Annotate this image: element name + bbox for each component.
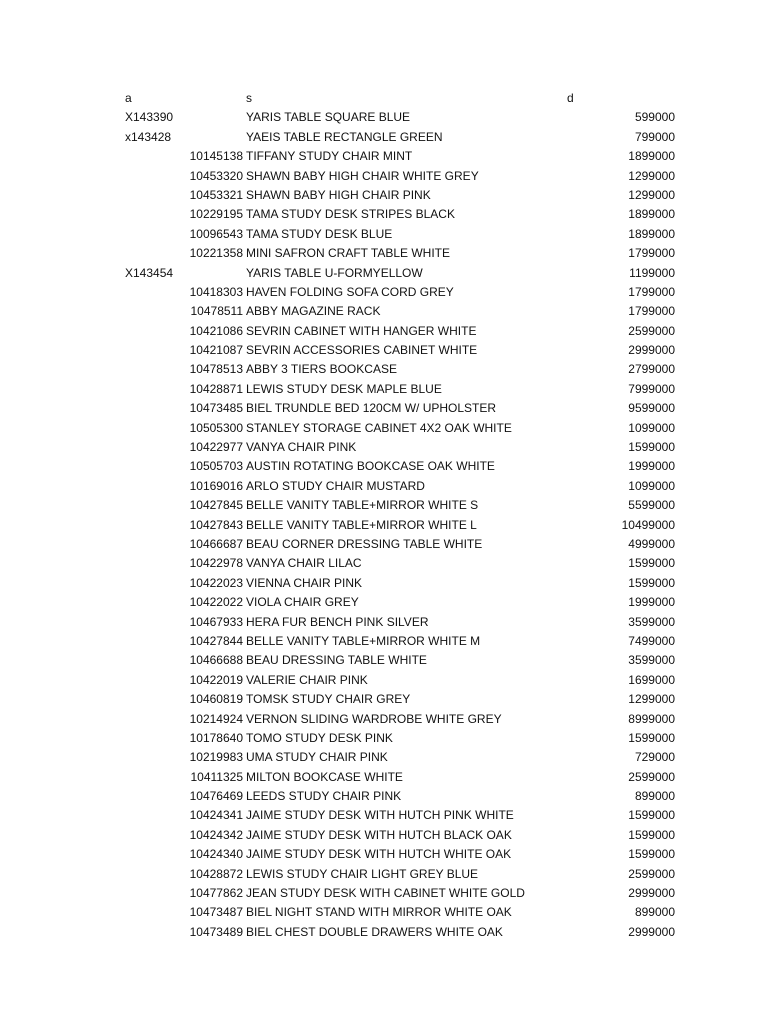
table-row [0,477,768,496]
item-price: 2599000 [628,323,675,338]
item-name: JAIME STUDY DESK WITH HUTCH WHITE OAK [246,847,512,862]
item-code: 10169016 [189,478,243,493]
item-price: 1799000 [628,246,675,261]
item-price: 2799000 [628,362,675,377]
item-code: 10221358 [189,246,243,261]
item-price: 1099000 [628,478,675,493]
item-code: 10505300 [189,420,243,435]
item-code: 10422978 [189,556,243,571]
table-row [0,496,768,515]
item-price: 1299000 [628,692,675,707]
item-price: 1899000 [628,149,675,164]
table-row [0,264,768,283]
item-price: 1099000 [628,420,675,435]
item-code: 10427844 [189,633,243,648]
item-price: 729000 [634,750,675,765]
item-code: 10422977 [189,440,243,455]
header-d: d [567,91,574,105]
item-name: YAEIS TABLE RECTANGLE GREEN [246,129,443,144]
item-code: 10219983 [189,750,243,765]
item-name: BELLE VANITY TABLE+MIRROR WHITE M [246,633,481,648]
table-row [0,244,768,263]
table-row [0,147,768,166]
item-name: JEAN STUDY DESK WITH CABINET WHITE GOLD [246,886,525,901]
item-price: 1899000 [628,226,675,241]
table-row [0,535,768,554]
item-code: 10453320 [189,168,243,183]
item-name: SEVRIN CABINET WITH HANGER WHITE [246,323,477,338]
item-code: 10422022 [189,595,243,610]
item-price: 2599000 [628,866,675,881]
item-code: 10473489 [189,924,243,939]
table-row [0,865,768,884]
table-row [0,613,768,632]
item-name: SHAWN BABY HIGH CHAIR WHITE GREY [246,168,479,183]
table-row [0,845,768,864]
table-row [0,399,768,418]
item-name: MILTON BOOKCASE WHITE [246,769,403,784]
item-code: 10422023 [189,575,243,590]
table-row [0,186,768,205]
table-row [0,341,768,360]
table-row [0,225,768,244]
item-name: LEWIS STUDY DESK MAPLE BLUE [246,381,442,396]
item-name: VIENNA CHAIR PINK [246,575,363,590]
item-code: 10476469 [189,789,243,804]
table-row [0,516,768,535]
table-row [0,419,768,438]
table-row [0,380,768,399]
item-price: 1299000 [628,168,675,183]
item-price: 1599000 [628,847,675,862]
item-name: ABBY MAGAZINE RACK [246,304,381,319]
header-a: a [125,91,132,105]
item-price: 1599000 [628,440,675,455]
item-code: 10473487 [189,905,243,920]
table-row [0,690,768,709]
header-s: s [246,91,252,105]
item-code: 10421086 [189,323,243,338]
table-row [0,671,768,690]
item-name: BELLE VANITY TABLE+MIRROR WHITE S [246,498,479,513]
table-row [0,768,768,787]
item-code: 10427843 [189,517,243,532]
item-code: X143390 [125,110,174,125]
table-row [0,787,768,806]
item-price: 3599000 [628,653,675,668]
item-name: BEAU DRESSING TABLE WHITE [246,653,427,668]
item-price: 899000 [634,905,675,920]
item-code: 10178640 [189,730,243,745]
item-code: 10477862 [189,886,243,901]
header-row [0,89,768,108]
item-name: BELLE VANITY TABLE+MIRROR WHITE L [246,517,477,532]
table-row [0,923,768,942]
item-name: YARIS TABLE SQUARE BLUE [246,110,411,125]
item-code: 10411325 [190,769,243,784]
item-name: VALERIE CHAIR PINK [246,672,368,687]
item-name: STANLEY STORAGE CABINET 4X2 OAK WHITE [246,420,512,435]
item-name: BIEL TRUNDLE BED 120CM W/ UPHOLSTER [246,401,497,416]
item-price: 2599000 [628,769,675,784]
item-price: 899000 [634,789,675,804]
item-price: 1599000 [628,827,675,842]
item-price: 7499000 [628,633,675,648]
item-code: 10422019 [189,672,243,687]
item-name: LEWIS STUDY CHAIR LIGHT GREY BLUE [246,866,479,881]
item-name: SHAWN BABY HIGH CHAIR PINK [246,187,431,202]
item-price: 1599000 [628,808,675,823]
table-row [0,322,768,341]
item-code: 10428872 [189,866,243,881]
table-row [0,903,768,922]
item-code: 10467933 [189,614,243,629]
table-row [0,884,768,903]
item-name: YARIS TABLE U-FORMYELLOW [246,265,423,280]
item-name: MINI SAFRON CRAFT TABLE WHITE [246,246,451,261]
item-code: 10460819 [189,692,243,707]
item-name: TAMA STUDY DESK STRIPES BLACK [246,207,455,222]
item-code: 10478513 [189,362,243,377]
item-code: 10427845 [189,498,243,513]
item-name: TAMA STUDY DESK BLUE [246,226,393,241]
item-code: 10424341 [189,808,243,823]
item-code: 10145138 [189,149,243,164]
item-name: VANYA CHAIR LILAC [246,556,362,571]
item-price: 1199000 [629,265,675,280]
spreadsheet-printout [0,89,768,942]
table-row [0,167,768,186]
table-row [0,283,768,302]
item-price: 1999000 [628,459,675,474]
item-price: 1299000 [628,187,675,202]
item-name: AUSTIN ROTATING BOOKCASE OAK WHITE [246,459,495,474]
item-price: 1899000 [628,207,675,222]
item-price: 10499000 [621,517,675,532]
table-row [0,302,768,321]
item-code: 10466687 [189,536,243,551]
item-price: 7999000 [628,381,675,396]
item-code: 10478511 [190,304,243,319]
item-code: 10428871 [189,381,243,396]
item-name: BIEL NIGHT STAND WITH MIRROR WHITE OAK [246,905,512,920]
table-row [0,826,768,845]
item-price: 4999000 [628,536,675,551]
item-price: 2999000 [628,343,675,358]
data-rows [0,108,768,942]
item-price: 1799000 [628,284,675,299]
item-code: 10229195 [189,207,243,222]
table-row [0,438,768,457]
table-row [0,710,768,729]
item-code: 10505703 [189,459,243,474]
item-name: LEEDS STUDY CHAIR PINK [246,789,402,804]
item-name: TOMSK STUDY CHAIR GREY [246,692,411,707]
table-row [0,806,768,825]
item-price: 2999000 [628,886,675,901]
item-name: VERNON SLIDING WARDROBE WHITE GREY [246,711,502,726]
item-code: x143428 [125,129,172,144]
item-code: 10214924 [189,711,243,726]
item-name: JAIME STUDY DESK WITH HUTCH BLACK OAK [246,827,512,842]
item-name: BEAU CORNER DRESSING TABLE WHITE [246,536,483,551]
item-price: 1599000 [628,575,675,590]
table-row [0,554,768,573]
table-row [0,360,768,379]
item-name: SEVRIN ACCESSORIES CABINET WHITE [246,343,478,358]
item-code: 10473485 [189,401,243,416]
item-code: 10466688 [189,653,243,668]
item-name: TOMO STUDY DESK PINK [246,730,393,745]
item-code: 10424342 [189,827,243,842]
item-code: 10453321 [189,187,243,202]
table-row [0,593,768,612]
table-row [0,632,768,651]
item-price: 599000 [634,110,675,125]
item-code: 10421087 [189,343,243,358]
item-name: ABBY 3 TIERS BOOKCASE [246,362,397,377]
table-row [0,574,768,593]
table-row [0,748,768,767]
item-price: 799000 [634,129,675,144]
item-name: HAVEN FOLDING SOFA CORD GREY [246,284,454,299]
item-name: VANYA CHAIR PINK [246,440,357,455]
item-code: 10418303 [189,284,243,299]
item-price: 5599000 [628,498,675,513]
item-price: 1599000 [628,730,675,745]
table-row [0,457,768,476]
item-code: X143454 [125,265,174,280]
table-row [0,205,768,224]
item-price: 2999000 [628,924,675,939]
table-row [0,108,768,127]
item-price: 1799000 [628,304,675,319]
item-code: 10424340 [189,847,243,862]
item-price: 9599000 [628,401,675,416]
item-name: ARLO STUDY CHAIR MUSTARD [246,478,425,493]
item-name: TIFFANY STUDY CHAIR MINT [246,149,413,164]
item-code: 10096543 [189,226,243,241]
item-name: VIOLA CHAIR GREY [246,595,359,610]
item-name: BIEL CHEST DOUBLE DRAWERS WHITE OAK [246,924,503,939]
item-name: JAIME STUDY DESK WITH HUTCH PINK WHITE [246,808,514,823]
item-price: 1699000 [628,672,675,687]
item-price: 3599000 [628,614,675,629]
table-row [0,729,768,748]
item-price: 1999000 [628,595,675,610]
item-name: UMA STUDY CHAIR PINK [246,750,388,765]
item-name: HERA FUR BENCH PINK SILVER [246,614,429,629]
item-price: 8999000 [628,711,675,726]
item-price: 1599000 [628,556,675,571]
table-row [0,128,768,147]
table-row [0,651,768,670]
